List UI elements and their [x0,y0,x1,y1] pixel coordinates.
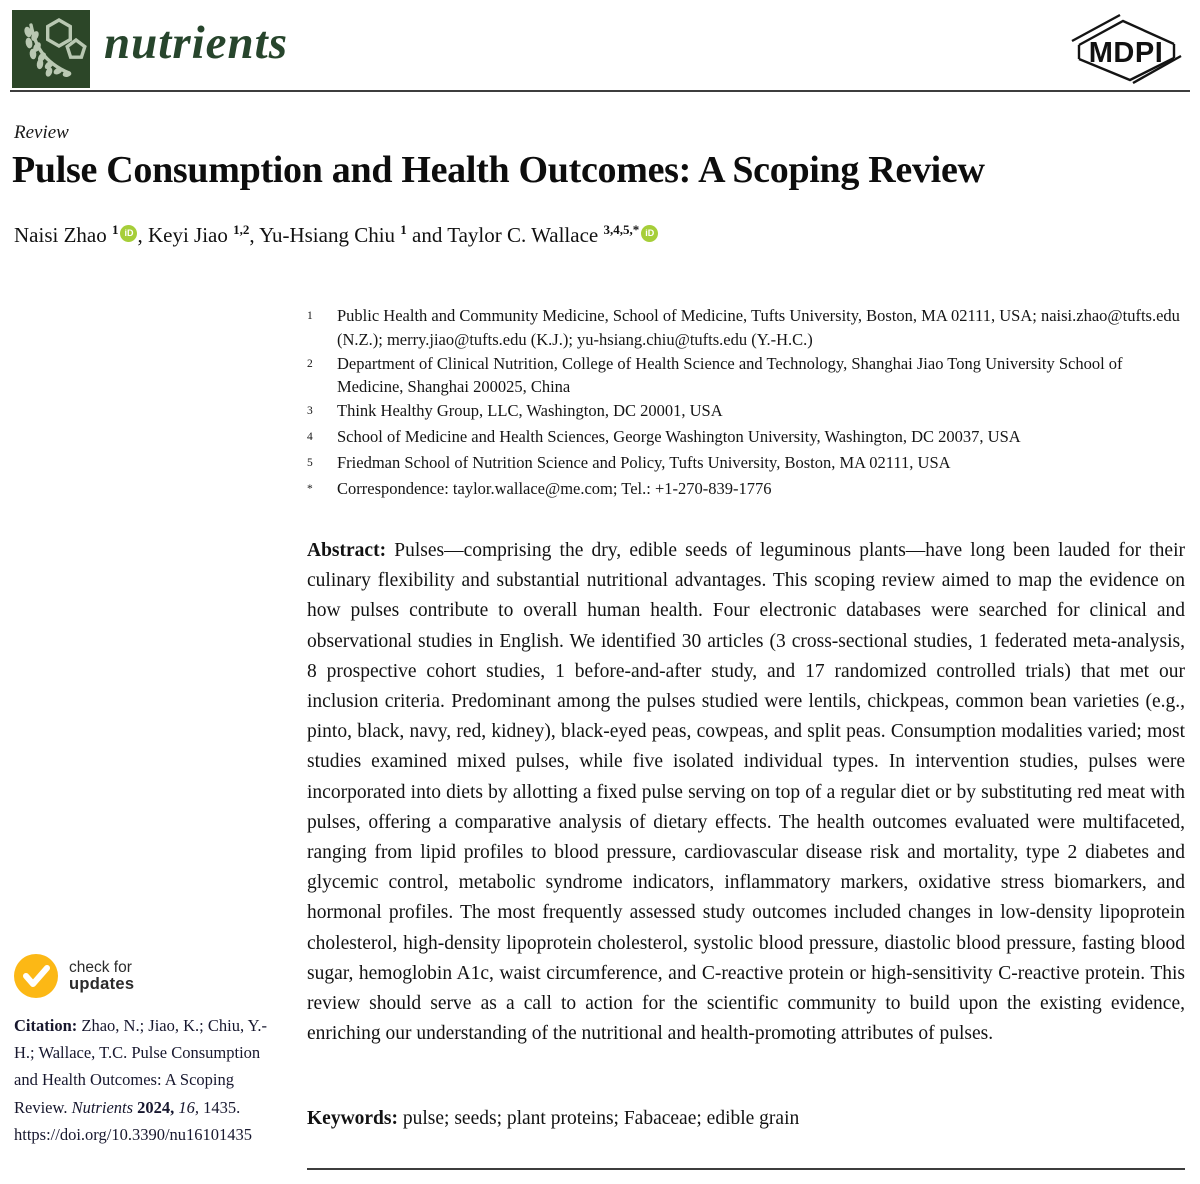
author: Taylor C. Wallace $^{3,4,5,*}$ iD [447,223,658,247]
keywords-line [307,1108,1185,1130]
orcid-icon[interactable]: iD [641,225,658,242]
author: Naisi Zhao $^1$ iD , [14,222,148,247]
citation-pages: 1435. [199,1097,241,1117]
affiliation-row [307,477,1189,503]
abstract-label: Abstract: [307,540,387,561]
citation-block [14,1012,280,1148]
orcid-icon[interactable]: iD [120,225,137,242]
abstract-text: Pulses—comprising the dry, edible seeds of leguminous plants—have long been lauded for their culinary flexibility and substantial nutritional advantages. This scoping review aimed to map the evidence on how pulses contribute to overall human health. Four electronic databases were searched for clinical and observational studies in English. We identified 30 articles (3 cross-sectional studies, 1 federated meta-analysis, 8 prospective cohort studies, 1 before-and-after study, and 17 randomized controlled trials) that met our inclusion criteria. Predominant among the pulses studied were lentils, chickpeas, common bean varieties (e.g., pinto, black, navy, red, kidney), black-eyed peas, cowpeas, and split peas. Consumption modalities varied; most studies examined mixed pulses, while five isolated individual types. In intervention studies, pulses were incorporated into diets by allotting a fixed pulse serving on top of a regular diet or by substituting red meat with pulses, offering a comparative analysis of dietary effects. The health outcomes evaluated were multifaceted, ranging from lipid profiles to blood pressure, cardiovascular disease risk and mortality, type 2 diabetes and glycemic control, metabolic syndrome indicators, inflammatory markers, oxidative stress biomarkers, and hormonal profiles. The most frequently assessed study outcomes included changes in low-density lipoprotein cholesterol, high-density lipoprotein cholesterol, systolic blood pressure, diastolic blood pressure, fasting blood sugar, hemoglobin A1c, waist circumference, and C-reactive protein or high-sensitivity C-reactive protein. This review should serve as a call to action for the scientific community to build upon the existing evidence, enriching our understanding of the nutritional and health-promoting attributes of pulses. [307,540,1185,1045]
affiliation-marker: 3 [307,405,313,418]
check-for-updates-label: check for updates [69,959,135,993]
author: Yu-Hsiang Chiu $^1$ and [259,222,448,247]
keywords-label: Keywords: [307,1108,398,1129]
authors-line [14,222,1114,248]
citation-journal: Nutrients [71,1097,134,1117]
keywords-text: pulse; seeds; plant proteins; Fabaceae; edible grain [398,1108,800,1129]
author: Keyi Jiao $^{1,2}$, [147,222,260,247]
citation-label: Citation: [14,1016,78,1035]
affiliation-text: Correspondence: taylor.wallace@me.com; Tel.: +1-270-839-1776 [337,478,772,498]
affiliation-row [307,304,1189,352]
abstract-paragraph [307,536,1185,1049]
affiliation-text: Think Healthy Group, LLC, Washington, DC 20001, USA [337,401,723,421]
citation-volume: 16, [174,1097,200,1117]
affiliation-text: Department of Clinical Nutrition, College of Health Science and Technology, Shanghai Jiao Tong University School of Medicine, Shanghai 200025, China [337,353,1123,397]
affiliation-row [307,451,1189,477]
affiliation-row [307,352,1189,400]
affiliation-marker: * [307,482,313,495]
affiliation-row [307,425,1189,451]
affiliation-marker: 1 [307,310,313,322]
nutrients-journal-logo-icon [12,10,90,88]
affiliations-block [307,304,1189,502]
affiliation-marker: 4 [307,430,313,443]
citation-authors: Zhao, N.; Jiao, K.; Chiu, Y.-H.; Wallace, T.C. Pulse Consumption and Health Outcomes: A Scoping Review. [14,1016,267,1117]
affiliation-text: Public Health and Community Medicine, School of Medicine, Tufts University, Boston, MA 02111, USA; naisi.zhao@tufts.edu (N.Z.); merry.jiao@tufts.edu (K.J.); yu-hsiang.chiu@tufts.edu (Y.-H.C.) [337,306,1180,349]
journal-name: nutrients [104,17,289,69]
citation-doi-link[interactable]: https://doi.org/10.3390/nu16101435 [14,1124,253,1144]
svg-text:MDPI: MDPI [1088,37,1164,69]
affiliation-marker: 5 [307,456,313,469]
citation-year: 2024, [133,1097,175,1117]
affiliation-row [307,399,1189,425]
check-for-updates-badge[interactable] [14,954,134,998]
page-title: Pulse Consumption and Health Outcomes: A Scoping Review [12,149,985,191]
affiliation-text: Friedman School of Nutrition Science and Policy, Tufts University, Boston, MA 02111, USA [337,452,951,472]
abstract-divider [307,1168,1185,1170]
header-divider [10,90,1190,92]
crossmark-check-icon [14,954,58,998]
mdpi-logo [1070,12,1182,84]
article-type-label: Review [14,122,69,143]
affiliation-text: School of Medicine and Health Sciences, George Washington University, Washington, DC 20037, USA [337,426,1021,446]
affiliation-marker: 2 [307,357,313,370]
